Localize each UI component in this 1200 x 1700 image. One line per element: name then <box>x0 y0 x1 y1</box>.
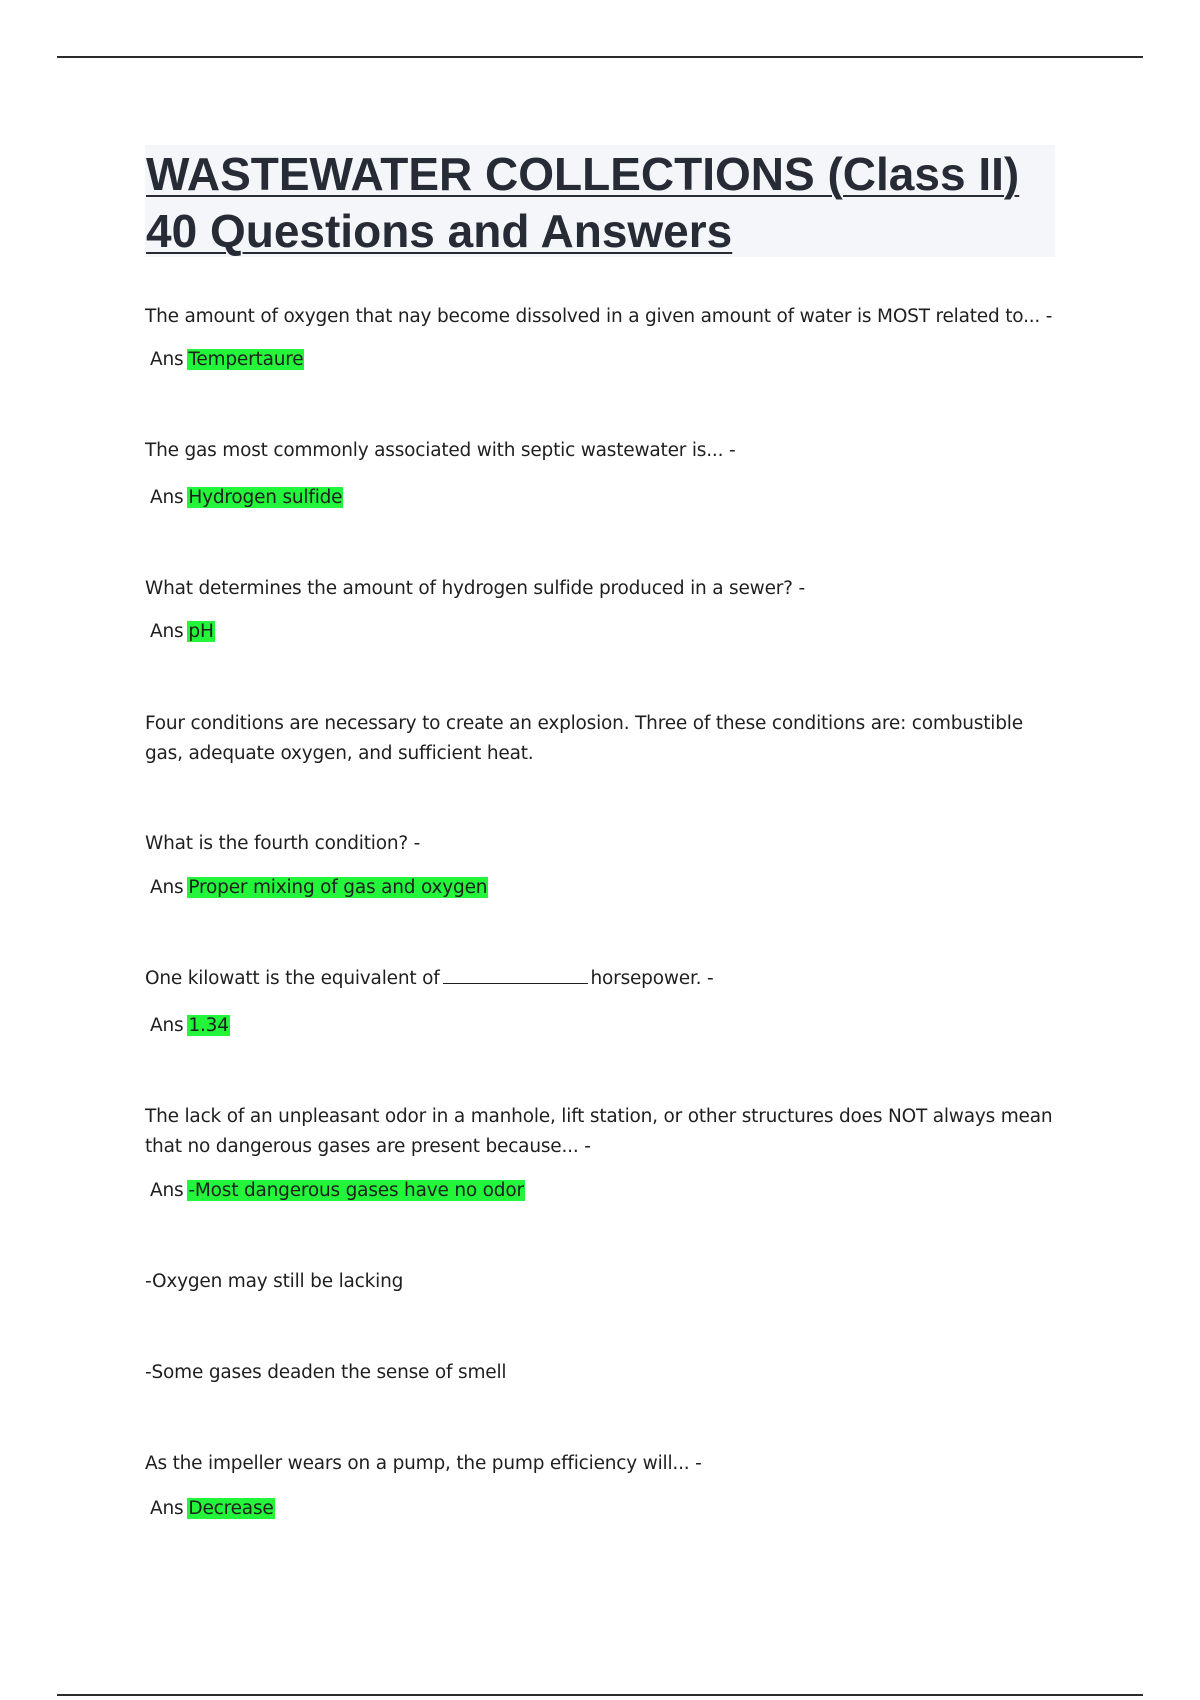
question-6-after: horsepower. - <box>590 968 714 989</box>
question-8: As the impeller wears on a pump, the pump efficiency will... - <box>145 1453 702 1474</box>
top-rule <box>57 56 1143 58</box>
question-4: Four conditions are necessary to create an explosion. Three of these conditions are: combustible gas, adequate oxygen, and sufficient heat. <box>145 713 1023 764</box>
answer-1 <box>150 346 304 374</box>
answer-highlight: Hydrogen sulfide <box>188 487 343 508</box>
answer-prefix: Ans <box>150 877 184 898</box>
question-5: What is the fourth condition? - <box>145 833 421 854</box>
answer-highlight: Tempertaure <box>188 349 304 370</box>
answer-highlight: pH <box>188 621 214 642</box>
answer-prefix: Ans <box>150 1498 184 1519</box>
question-2: The gas most commonly associated with septic wastewater is... - <box>145 440 736 461</box>
question-6 <box>145 964 1065 994</box>
answer-prefix: Ans <box>150 1015 184 1036</box>
answer-continuation-1: -Oxygen may still be lacking <box>145 1271 404 1292</box>
answer-highlight: Proper mixing of gas and oxygen <box>188 877 488 898</box>
answer-prefix: Ans <box>150 1180 184 1201</box>
question-1: The amount of oxygen that nay become dissolved in a given amount of water is MOST related to... - <box>145 306 1053 327</box>
answer-prefix: Ans <box>150 349 184 370</box>
answer-highlight: Decrease <box>188 1498 274 1519</box>
question-6-before: One kilowatt is the equivalent of <box>145 968 440 989</box>
answer-prefix: Ans <box>150 487 184 508</box>
answer-continuation-2: -Some gases deaden the sense of smell <box>145 1362 507 1383</box>
answer-5 <box>150 874 488 902</box>
question-3: What determines the amount of hydrogen sulfide produced in a sewer? - <box>145 578 805 599</box>
answer-3 <box>150 618 215 646</box>
answer-prefix: Ans <box>150 621 184 642</box>
answer-highlight: -Most dangerous gases have no odor <box>188 1180 524 1201</box>
answer-7 <box>150 1177 525 1205</box>
answer-2 <box>150 484 343 512</box>
bottom-rule <box>57 1694 1143 1696</box>
document-title: WASTEWATER COLLECTIONS (Class II) 40 Questions and Answers <box>146 148 1020 257</box>
answer-6 <box>150 1012 230 1040</box>
answer-highlight: 1.34 <box>188 1015 229 1036</box>
fill-in-blank <box>443 965 588 984</box>
question-7: The lack of an unpleasant odor in a manhole, lift station, or other structures does NOT always mean that no dangerous gases are present because... - <box>145 1106 1053 1157</box>
answer-8 <box>150 1495 275 1523</box>
